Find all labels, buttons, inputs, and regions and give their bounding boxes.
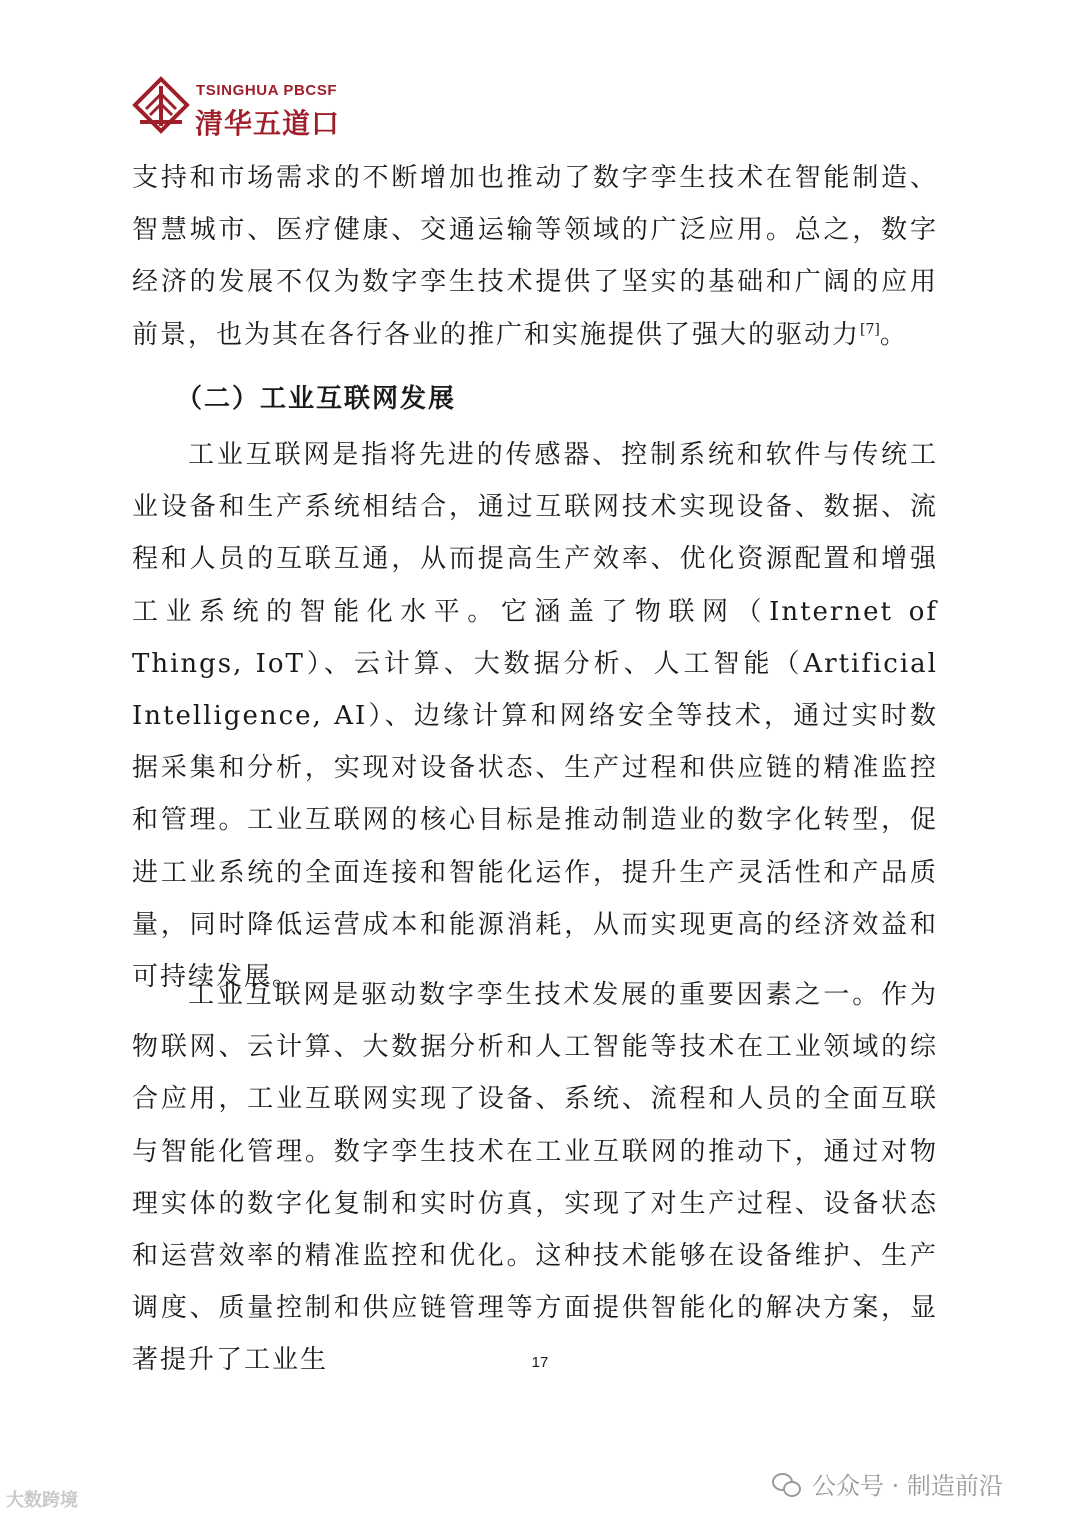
citation-ref: [7] xyxy=(860,320,880,337)
tsinghua-logo-icon xyxy=(132,76,190,134)
page-number: 17 xyxy=(531,1354,549,1371)
section-heading: （二）工业互联网发展 xyxy=(176,384,457,414)
paragraph-3: 工业互联网是驱动数字孪生技术发展的重要因素之一。作为物联网、云计算、大数据分析和人工智能等技术在工业领域的综合应用，工业互联网实现了设备、系统、流程和人员的全面互联与智能化管理。数字孪生技术在工业互联网的推动下，通过对物理实体的数字化复制和实时仿真，实现了对生产过程、设备状态和运营效率的精准监控和优化。这种技术能够在设备维护、生产调度、质量控制和供应链管理等方面提供智能化的解决方案，显著提升了工业生 xyxy=(132,980,938,1376)
paragraph-2: 工业互联网是指将先进的传感器、控制系统和软件与传统工业设备和生产系统相结合，通过互联网技术实现设备、数据、流程和人员的互联互通，从而提高生产效率、优化资源配置和增强工业系统的智能化水平。它涵盖了物联网（Internet of Things, IoT）、云计算、大数据分析、人工智能（Artificial Intelligence, AI）、边缘计算和网络安全等技术，通过实时数据采集和分析，实现对设备状态、生产过程和供应链的精准监控和管理。工业互联网的核心目标是推动制造业的数字化转型，促进工业系统的全面连接和智能化运作，提升生产灵活性和产品质量，同时降低运营成本和能源消耗，从而实现更高的经济效益和可持续发展。 xyxy=(132,440,938,993)
watermark-right-text: 公众号 · 制造前沿 xyxy=(812,1472,1003,1500)
logo-english: TSINGHUA PBCSF xyxy=(196,82,338,99)
paragraph-1-end: 。 xyxy=(879,319,908,350)
paragraph-1-text: 支持和市场需求的不断增加也推动了数字孪生技术在智能制造、智慧城市、医疗健康、交通运输等领域的广泛应用。总之，数字经济的发展不仅为数字孪生技术提供了坚实的基础和广阔的应用前景，也为其在各行各业的推广和实施提供了强大的驱动力 xyxy=(132,163,938,350)
watermark-right xyxy=(772,1466,1003,1501)
logo-chinese: 清华五道口 xyxy=(195,107,341,140)
wechat-icon xyxy=(772,1471,802,1497)
paragraph-1 xyxy=(132,152,938,361)
logo xyxy=(132,76,362,140)
watermark-left: 大数跨境 xyxy=(6,1490,78,1511)
